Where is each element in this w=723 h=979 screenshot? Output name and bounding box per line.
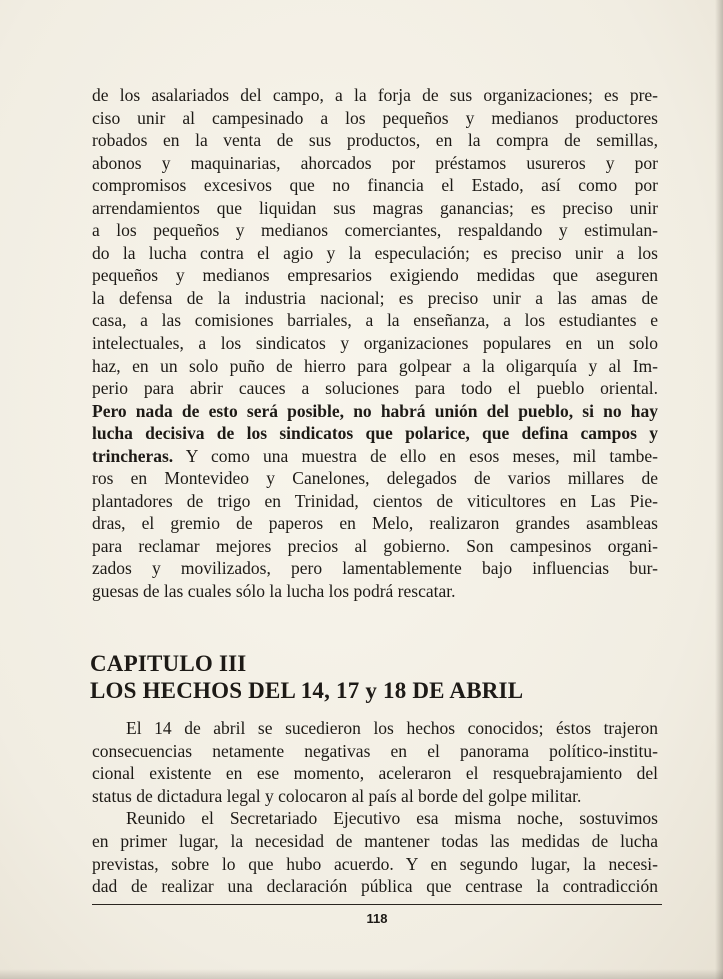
body-paragraph	[92, 84, 658, 603]
text-line: compromisos excesivos que no financia el Estado, así como por	[92, 175, 658, 196]
page-number: 118	[366, 911, 388, 926]
page-bottom-shadow	[0, 969, 723, 979]
bold-text-line: Pero nada de esto será posible, no habrá unión del pueblo, si no hay	[92, 400, 658, 421]
text-line: para reclamar mejores precios al gobierno. Son campesinos organi-	[92, 535, 658, 556]
chapter-title: LOS HECHOS DEL 14, 17 y 18 DE ABRIL	[90, 678, 524, 703]
text-line: Reunido el Secretariado Ejecutivo esa misma noche, sostuvimos	[126, 808, 658, 829]
chapter-heading	[90, 650, 656, 704]
normal-fragment: Y como una muestra de ello en esos meses, mil tambe-	[173, 445, 658, 466]
text-line: casa, a las comisiones barriales, a la enseñanza, a los estudiantes e	[92, 310, 658, 331]
chapter-number: CAPITULO III	[90, 651, 247, 676]
text-line: la defensa de la industria nacional; es preciso unir a las amas de	[92, 287, 658, 308]
text-line: guesas de las cuales sólo la lucha los podrá rescatar.	[92, 581, 456, 602]
text-line: en primer lugar, la necesidad de mantener todas las medidas de lucha	[92, 830, 658, 851]
text-line: perio para abrir cauces a soluciones para todo el pueblo oriental.	[92, 378, 658, 399]
text-line: haz, en un solo puño de hierro para golpear a la oligarquía y al Im-	[92, 355, 658, 376]
text-line: El 14 de abril se sucedieron los hechos conocidos; éstos trajeron	[126, 718, 658, 738]
text-line: do la lucha contra el agio y la especulación; es preciso unir a los	[92, 242, 658, 263]
footer-rule	[92, 904, 662, 905]
text-line: de los asalariados del campo, a la forja de sus organizaciones; es pre-	[92, 85, 658, 105]
text-line: consecuencias netamente negativas en el panorama político-institu-	[92, 740, 658, 761]
text-line: arrendamientos que liquidan sus magras ganancias; es preciso unir	[92, 197, 658, 218]
chapter-body	[92, 717, 658, 898]
bold-text-line: lucha decisiva de los sindicatos que polarice, que defina campos y	[92, 423, 658, 444]
text-line: cional existente en ese momento, aceleraron el resquebrajamiento del	[92, 763, 658, 784]
text-line: ros en Montevideo y Canelones, delegados de varios millares de	[92, 468, 658, 489]
text-line: ciso unir al campesinado a los pequeños y medianos productores	[92, 107, 658, 128]
text-line: intelectuales, a los sindicatos y organizaciones populares en un solo	[92, 333, 658, 354]
text-line: dras, el gremio de paperos en Melo, realizaron grandes asambleas	[92, 513, 658, 534]
text-line: previstas, sobre lo que hubo acuerdo. Y en segundo lugar, la necesi-	[92, 853, 658, 874]
mixed-text-line	[92, 445, 658, 468]
text-line: robados en la venta de sus productos, en la compra de semillas,	[92, 130, 658, 151]
text-line: dad de realizar una declaración pública que centrase la contradicción	[92, 876, 658, 897]
text-line: status de dictadura legal y colocaron al país al borde del golpe militar.	[92, 785, 582, 806]
text-line: a los pequeños y medianos comerciantes, respaldando y estimulan-	[92, 220, 658, 241]
text-line: zados y movilizados, pero lamentablemente bajo influencias bur-	[92, 558, 658, 579]
text-line: pequeños y medianos empresarios exigiendo medidas que aseguren	[92, 265, 658, 286]
page-edge-shadow	[715, 0, 723, 979]
text-line: plantadores de trigo en Trinidad, cientos de viticultores en Las Pie-	[92, 490, 658, 511]
text-line: abonos y maquinarias, ahorcados por préstamos usureros y por	[92, 152, 658, 173]
bold-fragment: trincheras.	[92, 445, 174, 466]
